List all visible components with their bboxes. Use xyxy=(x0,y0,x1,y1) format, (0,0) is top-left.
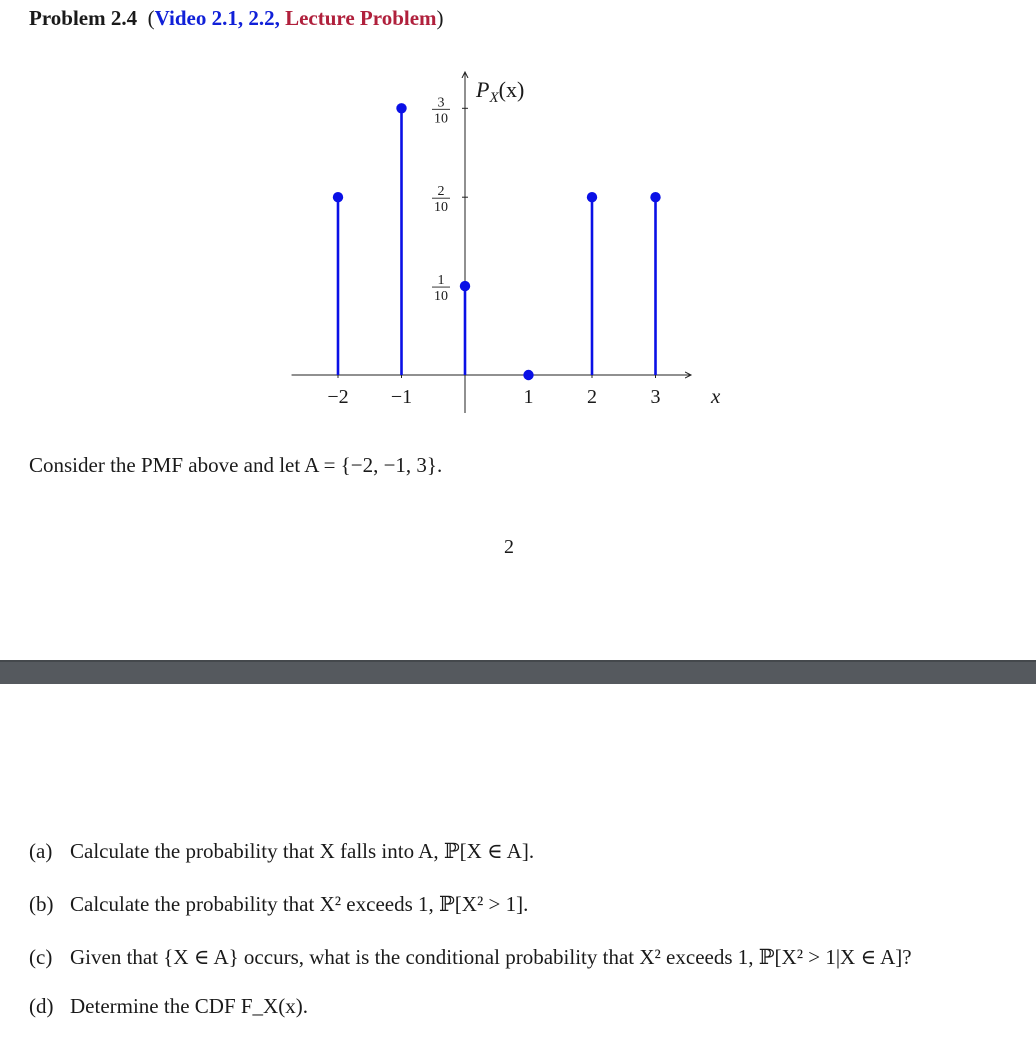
y-tick-denominator: 10 xyxy=(434,111,448,127)
y-tick-label xyxy=(432,184,450,215)
question-parts xyxy=(29,836,1019,1044)
y-tick-numerator: 2 xyxy=(437,184,445,200)
part-d-label: (d) xyxy=(29,994,54,1018)
part-d-text: Determine the CDF F_X(x). xyxy=(70,994,308,1018)
part-c-text: Given that {X ∈ A} occurs, what is the conditional probability that X² exceeds 1, ℙ[X² > 1|X ∈ A]? xyxy=(70,945,912,969)
y-tick-label xyxy=(432,273,450,304)
pmf-stems xyxy=(333,103,661,380)
open-paren: ( xyxy=(147,6,155,30)
problem-number: Problem 2.4 xyxy=(29,6,138,30)
y-label-letter: P xyxy=(476,77,490,102)
part-b xyxy=(29,889,1019,920)
problem-statement: Consider the PMF above and let A = {−2, −1, 3}. xyxy=(29,453,443,477)
pmf-point xyxy=(523,370,533,380)
x-tick-label: 3 xyxy=(650,386,661,408)
part-a-label: (a) xyxy=(29,839,53,863)
part-b-text: Calculate the probability that X² exceeds 1, ℙ[X² > 1]. xyxy=(70,892,529,916)
x-tick-label: −2 xyxy=(327,386,349,408)
x-tick-label: −1 xyxy=(390,386,413,408)
chart-axes xyxy=(292,72,691,413)
y-axis-label xyxy=(475,77,524,106)
part-c-label: (c) xyxy=(29,945,53,969)
pmf-point xyxy=(333,192,343,202)
y-ticks xyxy=(432,95,468,304)
x-tick-label: 1 xyxy=(523,386,534,408)
pmf-point xyxy=(587,192,597,202)
part-a-text: Calculate the probability that X falls into A, ℙ[X ∈ A]. xyxy=(70,839,535,863)
pmf-chart xyxy=(0,0,1036,440)
y-tick-denominator: 10 xyxy=(434,289,448,305)
pmf-point xyxy=(460,281,470,291)
close-paren: ) xyxy=(436,6,444,30)
part-b-label: (b) xyxy=(29,892,54,916)
y-tick-numerator: 3 xyxy=(437,95,445,111)
page-number: 2 xyxy=(504,536,514,558)
pmf-point xyxy=(396,103,406,113)
y-tick-numerator: 1 xyxy=(437,273,445,289)
page-divider xyxy=(0,660,1036,684)
pmf-point xyxy=(650,192,660,202)
part-d xyxy=(29,991,1019,1022)
y-label-argument: (x) xyxy=(498,77,525,102)
x-axis-label: x xyxy=(711,384,721,408)
x-tick-label: 2 xyxy=(587,386,597,408)
part-c xyxy=(29,942,1019,973)
y-tick-denominator: 10 xyxy=(434,200,448,216)
y-label-subscript: X xyxy=(489,90,499,106)
y-tick-label xyxy=(432,95,450,126)
lecture-problem-link[interactable]: Lecture Problem xyxy=(285,6,437,30)
part-a xyxy=(29,836,1019,867)
video-references[interactable]: Video 2.1, 2.2, xyxy=(154,6,280,30)
x-ticks xyxy=(327,372,660,408)
